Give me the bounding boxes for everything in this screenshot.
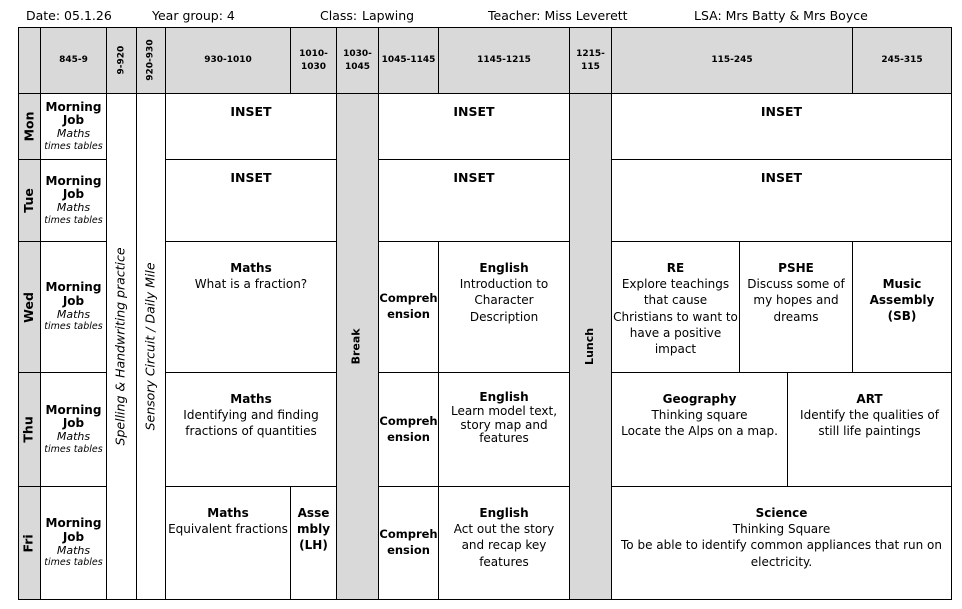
class-label: Class:: [320, 8, 358, 23]
cell-text: my hopes and: [753, 293, 839, 308]
class-name: Lapwing: [362, 8, 415, 23]
cell-text: INSET: [230, 170, 272, 185]
cell-text: Maths: [56, 127, 91, 141]
cell-text: 1045-1145: [381, 55, 436, 66]
time-1010: [290, 27, 337, 94]
cell-text: RE: [666, 261, 685, 275]
cell-text: Morning: [45, 516, 102, 531]
break-block: [336, 93, 379, 600]
cell-text: Fri: [21, 533, 37, 553]
cell-text: Compreh: [379, 527, 438, 542]
cell-text: 1030-: [343, 49, 372, 60]
cell-text: mbly: [296, 522, 331, 537]
thu-art: [787, 372, 952, 487]
cell-text: PSHE: [778, 261, 814, 275]
cell-text: Tue: [21, 188, 37, 213]
wed-maths: [165, 241, 337, 373]
cell-text: INSET: [453, 104, 495, 119]
cell-text: English: [479, 390, 529, 404]
fri-assembly: [290, 486, 337, 600]
thu-english: [438, 372, 570, 487]
corner-cell: [18, 27, 41, 94]
cell-text: electricity.: [750, 554, 813, 569]
wed-english: [438, 241, 570, 373]
cell-text: times tables: [44, 443, 103, 455]
cell-text: 1215-: [576, 49, 605, 60]
cell-text: Assembly: [869, 293, 935, 308]
cell-text: Compreh: [379, 413, 438, 428]
time-1215: [569, 27, 612, 94]
cell-text: 1145-1215: [477, 55, 531, 66]
cell-text: What is a fraction?: [194, 277, 308, 292]
wed-comprehension: [378, 241, 439, 373]
cell-text: ension: [387, 307, 430, 321]
day-fri: [18, 486, 41, 600]
mon-inset-pm: [611, 93, 952, 160]
cell-text: times tables: [44, 557, 103, 569]
cell-text: Description: [469, 309, 539, 324]
sensory-circuit-block: [136, 93, 166, 600]
cell-text: ART: [856, 392, 883, 406]
cell-text: Maths: [56, 201, 91, 215]
morning-job-tue: [40, 159, 107, 242]
cell-text: Locate the Alps on a map.: [621, 424, 778, 439]
lsa-label: LSA: Mrs Batty & Mrs Boyce: [694, 8, 868, 23]
day-wed: [18, 241, 41, 373]
cell-text: 920-930: [145, 39, 156, 82]
cell-text: still life paintings: [818, 424, 921, 439]
cell-text: Character: [474, 293, 534, 308]
cell-text: INSET: [760, 170, 803, 185]
cell-text: features: [479, 431, 529, 446]
cell-text: Geography: [662, 392, 737, 406]
cell-text: Morning: [45, 173, 102, 188]
cell-text: (LH): [299, 538, 328, 553]
day-tue: [18, 159, 41, 242]
cell-text: features: [479, 554, 529, 569]
time-930: [165, 27, 291, 94]
fri-comprehension: [378, 486, 439, 600]
cell-text: 930-1010: [204, 55, 252, 66]
cell-text: Maths: [230, 261, 272, 275]
cell-text: that cause: [643, 293, 708, 308]
cell-text: Equivalent fractions: [168, 522, 288, 537]
wed-re: [611, 241, 740, 373]
cell-text: To be able to identify common appliances that run on: [621, 538, 942, 553]
cell-text: 1010-: [299, 49, 328, 60]
cell-text: 1045: [344, 61, 371, 72]
cell-text: Compreh: [379, 291, 438, 306]
cell-text: Christians to want to: [613, 309, 738, 324]
cell-text: Asse: [297, 506, 330, 520]
cell-text: Break: [350, 328, 364, 365]
cell-text: 115: [581, 61, 600, 72]
cell-text: Maths: [56, 543, 91, 557]
time-1030: [336, 27, 379, 94]
day-thu: [18, 372, 41, 487]
cell-text: impact: [654, 341, 697, 356]
cell-text: Wed: [21, 291, 37, 323]
cell-text: 845-9: [59, 55, 88, 66]
fri-maths: [165, 486, 291, 600]
mon-inset-am: [165, 93, 337, 160]
cell-text: 115-245: [711, 55, 753, 66]
wed-music-assembly: [852, 241, 952, 373]
cell-text: English: [479, 261, 529, 275]
spelling-handwriting-block: [106, 93, 137, 600]
morning-job-fri: [40, 486, 107, 600]
cell-text: Music: [882, 277, 922, 291]
time-1145: [438, 27, 570, 94]
morning-job-wed: [40, 241, 107, 373]
cell-text: Thu: [21, 416, 37, 443]
cell-text: Morning: [45, 99, 102, 114]
cell-text: fractions of quantities: [185, 424, 317, 439]
cell-text: Explore teachings: [621, 277, 730, 292]
cell-text: Introduction to: [459, 277, 549, 292]
cell-text: English: [479, 506, 529, 520]
lunch-block: [569, 93, 612, 600]
thu-maths: [165, 372, 337, 487]
morning-job-mon: [40, 93, 107, 160]
cell-text: Mon: [21, 111, 37, 142]
cell-text: Thinking Square: [732, 522, 831, 537]
time-845: [40, 27, 107, 94]
cell-text: INSET: [760, 104, 803, 119]
cell-text: Maths: [230, 392, 272, 406]
tue-inset-mid: [378, 159, 570, 242]
cell-text: story map and: [460, 417, 548, 432]
cell-text: Job: [62, 187, 85, 202]
time-245: [852, 27, 952, 94]
cell-text: Science: [755, 506, 808, 520]
fri-english: [438, 486, 570, 600]
cell-text: Morning: [45, 280, 102, 295]
cell-text: Maths: [207, 506, 249, 520]
cell-text: Identifying and finding: [183, 408, 319, 423]
cell-text: Thinking square: [651, 408, 748, 423]
cell-text: Lunch: [583, 327, 597, 366]
cell-text: Identify the qualities of: [800, 408, 939, 423]
year-group-label: Year group: 4: [152, 8, 235, 23]
cell-text: have a positive: [629, 325, 722, 340]
cell-text: Morning: [45, 402, 102, 417]
time-9: [106, 27, 137, 94]
cell-text: Discuss some of: [747, 277, 845, 292]
mon-inset-mid: [378, 93, 570, 160]
thu-geography: [611, 372, 788, 487]
cell-text: times tables: [44, 321, 103, 333]
wed-pshe: [739, 241, 853, 373]
cell-text: Job: [62, 416, 85, 431]
cell-text: ension: [387, 543, 430, 557]
cell-text: ension: [387, 429, 430, 444]
cell-text: INSET: [230, 104, 272, 119]
cell-text: Maths: [56, 430, 91, 444]
day-mon: [18, 93, 41, 160]
thu-comprehension: [378, 372, 439, 487]
tue-inset-am: [165, 159, 337, 242]
cell-text: times tables: [44, 214, 103, 226]
cell-text: Maths: [56, 307, 91, 321]
cell-text: Sensory Circuit / Daily Mile: [142, 262, 158, 431]
time-1045: [378, 27, 439, 94]
cell-text: (SB): [887, 309, 917, 324]
cell-text: Spelling & Handwriting practice: [113, 247, 129, 446]
cell-text: Learn model text,: [450, 403, 558, 418]
cell-text: 1030: [300, 61, 327, 72]
tue-inset-pm: [611, 159, 952, 242]
morning-job-thu: [40, 372, 107, 487]
cell-text: 245-315: [881, 55, 923, 66]
cell-text: Job: [62, 293, 85, 308]
cell-text: and recap key: [461, 538, 547, 553]
cell-text: INSET: [453, 170, 495, 185]
time-115: [611, 27, 853, 94]
cell-text: Act out the story: [453, 522, 555, 537]
fri-science: [611, 486, 952, 600]
cell-text: dreams: [773, 309, 819, 324]
cell-text: Job: [62, 529, 85, 544]
teacher-label: Teacher: Miss Leverett: [488, 8, 628, 23]
time-920: [136, 27, 166, 94]
cell-text: Job: [62, 113, 85, 128]
cell-text: 9-920: [116, 46, 127, 75]
date-label: Date: 05.1.26: [26, 8, 112, 23]
cell-text: times tables: [44, 140, 103, 152]
